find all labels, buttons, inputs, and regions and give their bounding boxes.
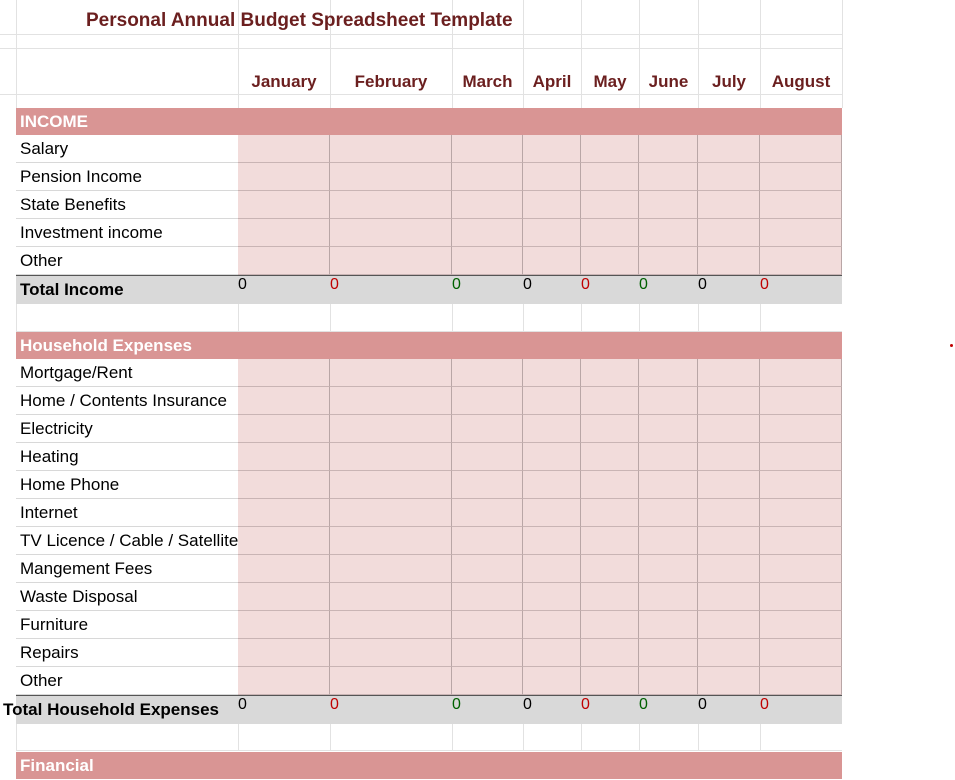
input-cell-august[interactable]	[760, 527, 842, 555]
input-cell-april[interactable]	[523, 527, 581, 555]
grid-line	[760, 724, 761, 750]
input-cell-march[interactable]	[452, 667, 523, 695]
total-value-july[interactable]: 0	[698, 276, 707, 293]
input-cell-january[interactable]	[238, 415, 330, 443]
input-cell-may[interactable]	[581, 135, 639, 163]
total-value-july[interactable]: 0	[698, 696, 707, 713]
grid-line	[760, 304, 761, 331]
input-cell-march[interactable]	[452, 639, 523, 667]
input-cell-january[interactable]	[238, 611, 330, 639]
page-title: Personal Annual Budget Spreadsheet Template	[86, 10, 513, 31]
total-value-june[interactable]: 0	[639, 696, 648, 713]
grid-line	[0, 48, 842, 49]
total-value-march[interactable]: 0	[452, 696, 461, 713]
input-cell-may[interactable]	[581, 499, 639, 527]
input-cell-january[interactable]	[238, 499, 330, 527]
input-cell-august[interactable]	[760, 667, 842, 695]
input-cell-february[interactable]	[330, 387, 452, 415]
grid-line	[16, 724, 17, 750]
household-item-label[interactable]: Waste Disposal	[16, 583, 238, 611]
table-row	[16, 611, 842, 639]
grid-line	[16, 304, 17, 331]
input-cell-may[interactable]	[581, 415, 639, 443]
table-row	[16, 555, 842, 583]
input-cell-february[interactable]	[330, 639, 452, 667]
total-value-january[interactable]: 0	[238, 276, 247, 293]
input-cell-june[interactable]	[639, 611, 698, 639]
cell-marker	[950, 344, 953, 347]
grid-line	[16, 750, 842, 751]
input-cell-march[interactable]	[452, 611, 523, 639]
household-item-label[interactable]: Mortgage/Rent	[16, 359, 238, 387]
household-item-label[interactable]: Mangement Fees	[16, 555, 238, 583]
input-cell-july[interactable]	[698, 527, 760, 555]
table-row	[16, 415, 842, 443]
input-cell-june[interactable]	[639, 639, 698, 667]
input-cell-july[interactable]	[698, 443, 760, 471]
input-cell-july[interactable]	[698, 191, 760, 219]
table-row	[16, 387, 842, 415]
input-cell-march[interactable]	[452, 583, 523, 611]
input-cell-february[interactable]	[330, 219, 452, 247]
input-cell-january[interactable]	[238, 443, 330, 471]
input-cell-april[interactable]	[523, 499, 581, 527]
input-cell-june[interactable]	[639, 471, 698, 499]
input-cell-january[interactable]	[238, 387, 330, 415]
grid-line	[238, 724, 239, 750]
input-cell-march[interactable]	[452, 219, 523, 247]
input-cell-april[interactable]	[523, 247, 581, 275]
month-header-march[interactable]: March	[462, 72, 513, 91]
input-cell-june[interactable]	[639, 499, 698, 527]
table-row	[16, 135, 842, 163]
input-cell-august[interactable]	[760, 471, 842, 499]
input-cell-march[interactable]	[452, 555, 523, 583]
input-cell-may[interactable]	[581, 219, 639, 247]
total-value-january[interactable]: 0	[238, 696, 247, 713]
input-cell-july[interactable]	[698, 135, 760, 163]
total-household-row-label[interactable]: Total Household Expenses	[3, 700, 220, 719]
input-cell-february[interactable]	[330, 471, 452, 499]
input-cell-may[interactable]	[581, 583, 639, 611]
total-value-march[interactable]: 0	[452, 276, 461, 293]
household-item-label[interactable]: TV Licence / Cable / Satellite	[16, 527, 238, 555]
income-item-label[interactable]: Salary	[16, 135, 238, 163]
input-cell-april[interactable]	[523, 667, 581, 695]
input-cell-april[interactable]	[523, 443, 581, 471]
input-cell-august[interactable]	[760, 639, 842, 667]
input-cell-april[interactable]	[523, 359, 581, 387]
input-cell-january[interactable]	[238, 247, 330, 275]
grid-line	[330, 304, 331, 331]
input-cell-february[interactable]	[330, 191, 452, 219]
input-cell-april[interactable]	[523, 163, 581, 191]
input-cell-march[interactable]	[452, 527, 523, 555]
input-cell-june[interactable]	[639, 443, 698, 471]
input-cell-march[interactable]	[452, 135, 523, 163]
input-cell-august[interactable]	[760, 135, 842, 163]
input-cell-january[interactable]	[238, 583, 330, 611]
input-cell-april[interactable]	[523, 191, 581, 219]
input-cell-may[interactable]	[581, 247, 639, 275]
grid-line	[639, 724, 640, 750]
table-row	[16, 247, 842, 275]
input-cell-june[interactable]	[639, 555, 698, 583]
section-header-income[interactable]: INCOME	[16, 108, 842, 135]
grid-line	[639, 304, 640, 331]
input-cell-may[interactable]	[581, 471, 639, 499]
household-item-label[interactable]: Repairs	[16, 639, 238, 667]
input-cell-january[interactable]	[238, 191, 330, 219]
grid-line	[523, 304, 524, 331]
input-cell-july[interactable]	[698, 359, 760, 387]
input-cell-january[interactable]	[238, 555, 330, 583]
table-row	[16, 359, 842, 387]
input-cell-may[interactable]	[581, 639, 639, 667]
input-cell-july[interactable]	[698, 639, 760, 667]
input-cell-march[interactable]	[452, 191, 523, 219]
input-cell-july[interactable]	[698, 555, 760, 583]
input-cell-july[interactable]	[698, 583, 760, 611]
section-header-financial[interactable]: Financial	[16, 752, 842, 779]
grid-line	[238, 304, 239, 331]
input-cell-january[interactable]	[238, 471, 330, 499]
input-cell-june[interactable]	[639, 667, 698, 695]
input-cell-july[interactable]	[698, 611, 760, 639]
input-cell-march[interactable]	[452, 163, 523, 191]
input-cell-august[interactable]	[760, 499, 842, 527]
grid-line	[523, 724, 524, 750]
grid-line	[698, 724, 699, 750]
input-cell-june[interactable]	[639, 359, 698, 387]
table-row	[16, 499, 842, 527]
input-cell-march[interactable]	[452, 387, 523, 415]
input-cell-august[interactable]	[760, 359, 842, 387]
input-cell-august[interactable]	[760, 247, 842, 275]
total-value-may[interactable]: 0	[581, 696, 590, 713]
input-cell-april[interactable]	[523, 219, 581, 247]
input-cell-february[interactable]	[330, 415, 452, 443]
input-cell-january[interactable]	[238, 135, 330, 163]
input-cell-july[interactable]	[698, 471, 760, 499]
month-header-august[interactable]: August	[771, 72, 831, 91]
input-cell-february[interactable]	[330, 555, 452, 583]
total-value-april[interactable]: 0	[523, 696, 532, 713]
input-cell-january[interactable]	[238, 219, 330, 247]
grid-line	[452, 304, 453, 331]
input-cell-august[interactable]	[760, 611, 842, 639]
total-value-may[interactable]: 0	[581, 276, 590, 293]
input-cell-august[interactable]	[760, 219, 842, 247]
input-cell-april[interactable]	[523, 471, 581, 499]
month-header-january[interactable]: January	[251, 72, 317, 91]
input-cell-july[interactable]	[698, 667, 760, 695]
input-cell-february[interactable]	[330, 135, 452, 163]
input-cell-august[interactable]	[760, 387, 842, 415]
input-cell-march[interactable]	[452, 247, 523, 275]
income-item-label[interactable]: Investment income	[16, 219, 238, 247]
total-value-february[interactable]: 0	[330, 276, 339, 293]
input-cell-june[interactable]	[639, 163, 698, 191]
input-cell-february[interactable]	[330, 359, 452, 387]
input-cell-january[interactable]	[238, 527, 330, 555]
input-cell-january[interactable]	[238, 359, 330, 387]
input-cell-may[interactable]	[581, 359, 639, 387]
input-cell-june[interactable]	[639, 219, 698, 247]
input-cell-august[interactable]	[760, 583, 842, 611]
input-cell-april[interactable]	[523, 583, 581, 611]
month-header-april[interactable]: April	[532, 72, 572, 91]
input-cell-may[interactable]	[581, 527, 639, 555]
total-income-row-label[interactable]: Total Income	[20, 280, 124, 299]
input-cell-may[interactable]	[581, 555, 639, 583]
input-cell-march[interactable]	[452, 443, 523, 471]
total-value-april[interactable]: 0	[523, 276, 532, 293]
total-value-february[interactable]: 0	[330, 696, 339, 713]
input-cell-april[interactable]	[523, 639, 581, 667]
input-cell-august[interactable]	[760, 191, 842, 219]
grid-line	[0, 94, 842, 95]
grid-line	[698, 304, 699, 331]
input-cell-march[interactable]	[452, 471, 523, 499]
grid-line	[842, 0, 843, 108]
section-header-household[interactable]: Household Expenses	[16, 332, 842, 359]
grid-line	[581, 724, 582, 750]
grid-line	[16, 0, 17, 108]
input-cell-february[interactable]	[330, 443, 452, 471]
input-cell-february[interactable]	[330, 583, 452, 611]
input-cell-april[interactable]	[523, 415, 581, 443]
input-cell-july[interactable]	[698, 163, 760, 191]
input-cell-april[interactable]	[523, 135, 581, 163]
month-header-july[interactable]: July	[711, 72, 747, 91]
household-item-label[interactable]: Electricity	[16, 415, 238, 443]
input-cell-june[interactable]	[639, 583, 698, 611]
input-cell-august[interactable]	[760, 415, 842, 443]
income-item-label[interactable]: Pension Income	[16, 163, 238, 191]
total-value-june[interactable]: 0	[639, 276, 648, 293]
input-cell-january[interactable]	[238, 639, 330, 667]
input-cell-june[interactable]	[639, 415, 698, 443]
input-cell-july[interactable]	[698, 499, 760, 527]
input-cell-january[interactable]	[238, 163, 330, 191]
input-cell-may[interactable]	[581, 667, 639, 695]
input-cell-may[interactable]	[581, 611, 639, 639]
input-cell-july[interactable]	[698, 219, 760, 247]
grid-line	[330, 724, 331, 750]
input-cell-may[interactable]	[581, 443, 639, 471]
input-cell-february[interactable]	[330, 527, 452, 555]
input-cell-august[interactable]	[760, 443, 842, 471]
input-cell-july[interactable]	[698, 387, 760, 415]
table-row	[16, 471, 842, 499]
household-item-label[interactable]: Other	[16, 667, 238, 695]
input-cell-april[interactable]	[523, 387, 581, 415]
input-cell-may[interactable]	[581, 387, 639, 415]
input-cell-february[interactable]	[330, 499, 452, 527]
input-cell-may[interactable]	[581, 191, 639, 219]
input-cell-january[interactable]	[238, 667, 330, 695]
table-row	[16, 163, 842, 191]
input-cell-april[interactable]	[523, 611, 581, 639]
input-cell-july[interactable]	[698, 247, 760, 275]
household-item-label[interactable]: Furniture	[16, 611, 238, 639]
input-cell-july[interactable]	[698, 415, 760, 443]
income-item-label[interactable]: State Benefits	[16, 191, 238, 219]
input-cell-april[interactable]	[523, 555, 581, 583]
input-cell-may[interactable]	[581, 163, 639, 191]
input-cell-march[interactable]	[452, 359, 523, 387]
input-cell-june[interactable]	[639, 191, 698, 219]
table-row	[16, 667, 842, 695]
household-item-label[interactable]: Home Phone	[16, 471, 238, 499]
input-cell-june[interactable]	[639, 387, 698, 415]
input-cell-june[interactable]	[639, 135, 698, 163]
input-cell-march[interactable]	[452, 499, 523, 527]
grid-line	[0, 34, 842, 35]
table-row	[16, 443, 842, 471]
income-item-label[interactable]: Other	[16, 247, 238, 275]
table-row	[16, 527, 842, 555]
input-cell-march[interactable]	[452, 415, 523, 443]
month-header-june[interactable]: June	[648, 72, 689, 91]
input-cell-february[interactable]	[330, 247, 452, 275]
month-header-february[interactable]: February	[354, 72, 428, 91]
input-cell-february[interactable]	[330, 667, 452, 695]
total-value-august[interactable]: 0	[760, 276, 769, 293]
input-cell-august[interactable]	[760, 163, 842, 191]
month-header-may[interactable]: May	[593, 72, 627, 91]
input-cell-february[interactable]	[330, 163, 452, 191]
household-item-label[interactable]: Home / Contents Insurance	[16, 387, 238, 415]
household-item-label[interactable]: Heating	[16, 443, 238, 471]
total-value-august[interactable]: 0	[760, 696, 769, 713]
input-cell-february[interactable]	[330, 611, 452, 639]
table-row	[16, 639, 842, 667]
table-row	[16, 191, 842, 219]
grid-line	[581, 304, 582, 331]
input-cell-august[interactable]	[760, 555, 842, 583]
table-row	[16, 219, 842, 247]
table-row	[16, 583, 842, 611]
grid-line	[452, 724, 453, 750]
input-cell-june[interactable]	[639, 247, 698, 275]
input-cell-june[interactable]	[639, 527, 698, 555]
household-item-label[interactable]: Internet	[16, 499, 238, 527]
